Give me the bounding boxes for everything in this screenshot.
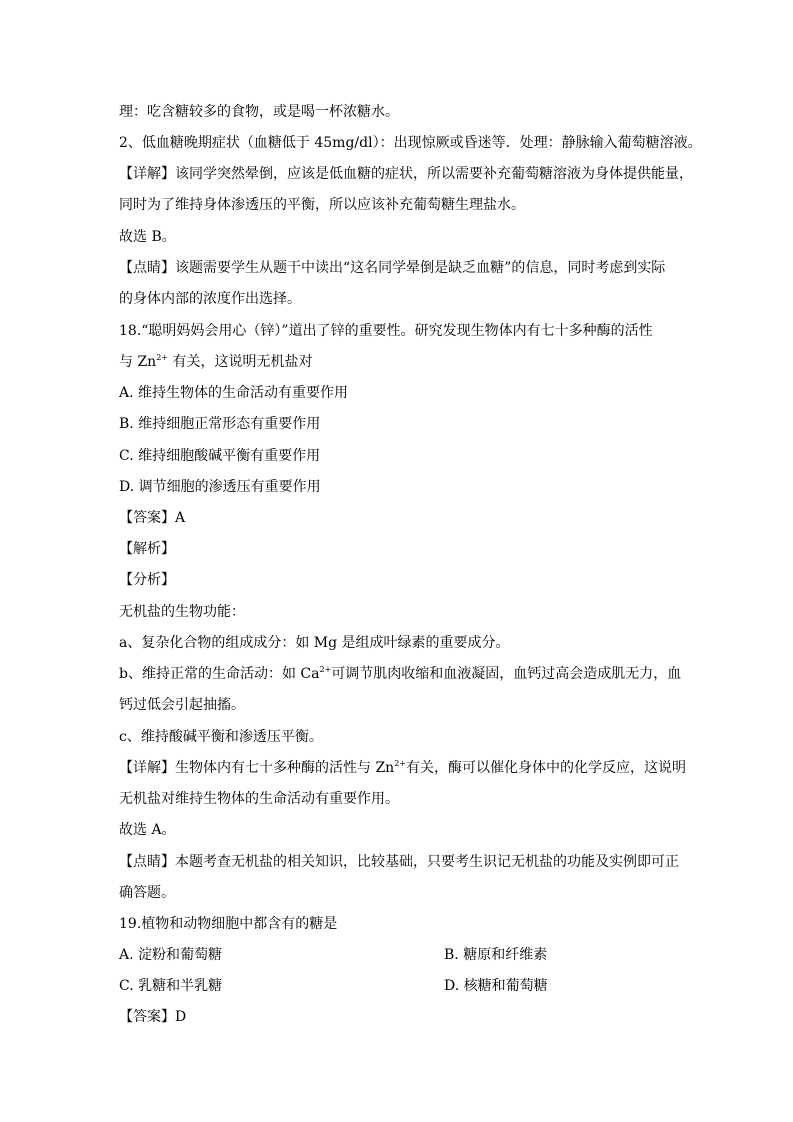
option-c	[119, 976, 222, 996]
text: 该同学突然晕倒，应该是低血糖的症状，所以需要补充葡萄糖溶液为身体提供能量，	[175, 166, 693, 182]
option-b	[444, 945, 547, 965]
text: D. 调节细胞的渗透压有重要作用	[119, 479, 321, 495]
text: 故选 B。	[119, 229, 176, 245]
section-tag: 【详解】	[119, 760, 175, 776]
text: C. 维持细胞酸碱平衡有重要作用	[119, 448, 321, 464]
text: A. 维持生物体的生命活动有重要作用	[119, 385, 349, 401]
text: 故选 A。	[119, 822, 176, 838]
section-tag: 【解析】	[119, 541, 175, 557]
text: 有关，这说明无机盐对	[168, 354, 313, 370]
answer-value: D	[175, 1009, 187, 1025]
analysis-heading	[119, 539, 175, 559]
text: B. 糖原和纤维素	[444, 947, 548, 963]
text: 2、低血糖晚期症状（血糖低于 45mg/dl）：出现惊厥或昏迷等．处理：静脉输入葡萄糖溶液。	[119, 135, 702, 151]
paragraph-line	[119, 695, 245, 715]
text: 同时为了维持身体渗透压的平衡，所以应该补充葡萄糖生理盐水。	[119, 197, 525, 213]
paragraph-line	[119, 633, 510, 653]
section-tag: 【分析】	[119, 572, 175, 588]
option-c	[119, 446, 320, 466]
section-tag: 【答案】	[119, 1009, 175, 1025]
text: 理：吃含糖较多的食物，或是喝一杯浓糖水。	[119, 104, 399, 120]
text: b、维持正常的生命活动：如 Ca	[119, 666, 320, 682]
text: 本题考查无机盐的相关知识，比较基础，只要考生识记无机盐的功能及实例即可正	[175, 854, 679, 870]
paragraph-line	[119, 664, 681, 684]
answer-line	[119, 1007, 186, 1027]
paragraph-line	[119, 789, 399, 809]
text: 确答题。	[119, 885, 175, 901]
option-a	[119, 945, 222, 965]
paragraph-line	[119, 289, 301, 309]
text: 与 Zn	[119, 354, 157, 370]
comment-line	[119, 258, 665, 278]
option-d	[119, 477, 321, 497]
detail-line	[119, 164, 693, 184]
superscript: 2+	[394, 759, 406, 768]
paragraph-line	[119, 820, 176, 840]
paragraph-line	[119, 195, 525, 215]
text: 无机盐的生物功能：	[119, 604, 245, 620]
answer-line	[119, 508, 185, 528]
section-tag: 【详解】	[119, 166, 175, 182]
text: C. 乳糖和半乳糖	[119, 978, 223, 994]
option-d	[444, 976, 548, 996]
section-tag: 【点睛】	[119, 854, 175, 870]
answer-value: A	[175, 510, 186, 526]
detail-line	[119, 758, 686, 778]
text: 的身体内部的浓度作出选择。	[119, 291, 301, 307]
text: 18.“聪明妈妈会用心（锌）”道出了锌的重要性。研究发现生物体内有七十多种酶的活性	[119, 323, 653, 339]
text: A. 淀粉和葡萄糖	[119, 947, 223, 963]
text: a、复杂化合物的组成成分：如 Mg 是组成叶绿素的重要成分。	[119, 635, 510, 651]
text: D. 核糖和葡萄糖	[444, 978, 548, 994]
paragraph-line	[119, 133, 702, 153]
text: 该题需要学生从题干中读出“这名同学晕倒是缺乏血糖”的信息，同时考虑到实际	[175, 260, 666, 276]
paragraph-line	[119, 102, 399, 122]
text: 无机盐对维持生物体的生命活动有重要作用。	[119, 791, 399, 807]
superscript: 2+	[156, 353, 168, 362]
paragraph-line	[119, 727, 323, 747]
option-b	[119, 414, 320, 434]
paragraph-line	[119, 602, 245, 622]
question-19-stem	[119, 914, 337, 934]
text: 可调节肌肉收缩和血液凝固，血钙过高会造成肌无力，血	[331, 666, 682, 682]
text: 19.植物和动物细胞中都含有的糖是	[119, 916, 338, 932]
option-a	[119, 383, 348, 403]
text: B. 维持细胞正常形态有重要作用	[119, 416, 321, 432]
comment-line	[119, 852, 679, 872]
analysis-subheading	[119, 570, 175, 590]
question-18-stem	[119, 352, 312, 372]
text: c、维持酸碱平衡和渗透压平衡。	[119, 729, 323, 745]
text: 有关，酶可以催化身体中的化学反应，这说明	[406, 760, 686, 776]
text: 钙过低会引起抽搐。	[119, 697, 245, 713]
text: 生物体内有七十多种酶的活性与 Zn	[175, 760, 395, 776]
section-tag: 【答案】	[119, 510, 175, 526]
section-tag: 【点睛】	[119, 260, 175, 276]
question-18-stem	[119, 321, 653, 341]
paragraph-line	[119, 883, 175, 903]
superscript: 2+	[319, 665, 332, 674]
paragraph-line	[119, 227, 176, 247]
